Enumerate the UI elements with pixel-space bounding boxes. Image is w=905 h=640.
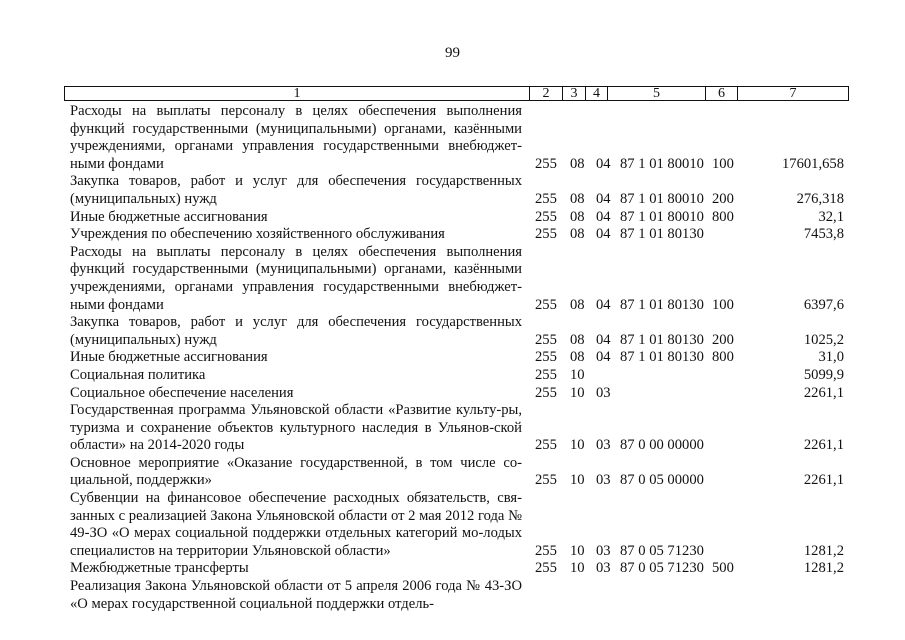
section-code: 10 — [570, 384, 585, 401]
section-code: 10 — [570, 472, 585, 489]
table-row — [70, 578, 850, 613]
amount: 2261,1 — [803, 384, 844, 401]
row-description: Социальная политика — [70, 366, 206, 383]
table-row — [70, 402, 850, 455]
table-row — [70, 455, 850, 490]
row-description: Межбюджетные трансферты — [70, 560, 249, 577]
subsection-code: 04 — [596, 349, 611, 366]
subsection-code: 04 — [596, 296, 611, 313]
table-row — [70, 244, 850, 314]
section-code: 08 — [570, 190, 585, 207]
target-article-code: 87 1 01 80010 — [620, 208, 704, 225]
table-row — [70, 103, 850, 173]
header-col-7: 7 — [789, 86, 797, 101]
row-codes — [70, 472, 850, 490]
subsection-code: 03 — [596, 384, 611, 401]
target-article-code: 87 1 01 80130 — [620, 296, 704, 313]
amount: 1281,2 — [803, 560, 844, 577]
admin-code: 255 — [535, 542, 557, 559]
row-description: Реализация Закона Ульяновской области от 5 апреля 2006 года № 43-ЗО «О мерах государственной социальной поддержки отдель- — [70, 578, 522, 612]
amount: 276,318 — [796, 190, 844, 207]
row-codes — [70, 596, 850, 614]
section-code: 08 — [570, 208, 585, 225]
subsection-code: 04 — [596, 226, 611, 243]
amount: 2261,1 — [803, 437, 844, 454]
admin-code: 255 — [535, 437, 557, 454]
admin-code: 255 — [535, 366, 557, 383]
row-codes — [70, 191, 850, 209]
amount: 6397,6 — [803, 296, 844, 313]
admin-code: 255 — [535, 560, 557, 577]
row-codes — [70, 226, 850, 244]
table-row — [70, 173, 850, 208]
amount: 1025,2 — [803, 331, 844, 348]
subsection-code: 03 — [596, 560, 611, 577]
admin-code: 255 — [535, 155, 557, 172]
header-col-6: 6 — [706, 87, 738, 100]
table-header — [64, 86, 849, 101]
row-codes — [70, 367, 850, 385]
amount: 1281,2 — [803, 542, 844, 559]
table-row — [70, 226, 850, 244]
target-article-code: 87 1 01 80130 — [620, 331, 704, 348]
amount: 7453,8 — [803, 226, 844, 243]
row-description: Закупка товаров, работ и услуг для обеспечения государственных (муниципальных) нужд — [70, 173, 522, 207]
row-description: Государственная программа Ульяновской области «Развитие культу-ры, туризма и сохранение объектов культурного наследия в Ульянов-ской области» на 2014-2020 годы — [70, 402, 522, 454]
target-article-code: 87 0 00 00000 — [620, 437, 704, 454]
row-description: Расходы на выплаты персоналу в целях обеспечения выполнения функций государственными (муниципальными) органами, казёнными учреждениями, органами управления государственными внебюджет-ными фондами — [70, 103, 522, 172]
row-codes — [70, 332, 850, 350]
row-codes — [70, 156, 850, 174]
target-article-code: 87 1 01 80130 — [620, 226, 704, 243]
row-codes — [70, 209, 850, 227]
section-code: 08 — [570, 296, 585, 313]
target-article-code: 87 0 05 71230 — [620, 560, 704, 577]
row-description: Расходы на выплаты персоналу в целях обеспечения выполнения функций государственными (муниципальными) органами, казёнными учреждениями, органами управления государственными внебюджет-ными фондами — [70, 243, 522, 313]
section-code: 10 — [570, 560, 585, 577]
expense-type-code: 500 — [712, 560, 734, 577]
amount: 31,0 — [818, 349, 844, 366]
admin-code: 255 — [535, 472, 557, 489]
subsection-code: 04 — [596, 190, 611, 207]
admin-code: 255 — [535, 384, 557, 401]
expense-type-code: 800 — [712, 349, 734, 366]
amount: 17601,658 — [781, 155, 844, 172]
subsection-code: 04 — [596, 155, 611, 172]
target-article-code: 87 1 01 80130 — [620, 349, 704, 366]
page-number: 99 — [445, 45, 460, 61]
section-code: 08 — [570, 349, 585, 366]
row-description: Иные бюджетные ассигнования — [70, 208, 268, 225]
amount: 32,1 — [818, 208, 844, 225]
table-row — [70, 314, 850, 349]
row-description: Учреждения по обеспечению хозяйственного обслуживания — [70, 226, 445, 243]
subsection-code: 04 — [596, 331, 611, 348]
header-col-1: 1 — [65, 87, 530, 100]
target-article-code: 87 1 01 80010 — [620, 155, 704, 172]
header-col-3: 3 — [563, 87, 586, 100]
section-code: 10 — [570, 542, 585, 559]
target-article-code: 87 1 01 80010 — [620, 190, 704, 207]
expense-type-code: 200 — [712, 331, 734, 348]
row-codes — [70, 385, 850, 403]
section-code: 08 — [570, 331, 585, 348]
amount: 5099,9 — [803, 366, 844, 383]
row-codes — [70, 560, 850, 578]
table-row — [70, 367, 850, 385]
section-code: 08 — [570, 155, 585, 172]
section-code: 08 — [570, 226, 585, 243]
admin-code: 255 — [535, 226, 557, 243]
row-codes — [70, 297, 850, 315]
subsection-code: 03 — [596, 437, 611, 454]
table-row — [70, 560, 850, 578]
table-row — [70, 385, 850, 403]
section-code: 10 — [570, 366, 585, 383]
target-article-code: 87 0 05 71230 — [620, 542, 704, 559]
row-description: Субвенции на финансовое обеспечение расходных обязательств, свя-занных с реализацией Закона Ульяновской области от 2 мая 2012 года № 49-ЗО «О мерах социальной поддержки отдельных категорий мо-лодых специалистов на территории Ульяновской области» — [70, 490, 522, 559]
admin-code: 255 — [535, 349, 557, 366]
expense-type-code: 100 — [712, 155, 734, 172]
amount: 2261,1 — [803, 472, 844, 489]
expense-type-code: 800 — [712, 208, 734, 225]
header-col-5: 5 — [608, 87, 706, 100]
expense-type-code: 100 — [712, 296, 734, 313]
row-description: Социальное обеспечение населения — [70, 384, 294, 401]
row-description: Основное мероприятие «Оказание государственной, в том числе со-циальной, поддержки» — [70, 454, 522, 489]
table-row — [70, 349, 850, 367]
header-col-2: 2 — [530, 87, 563, 100]
row-codes — [70, 543, 850, 561]
table-row — [70, 209, 850, 227]
admin-code: 255 — [535, 331, 557, 348]
subsection-code: 04 — [596, 208, 611, 225]
subsection-code: 03 — [596, 472, 611, 489]
row-description: Иные бюджетные ассигнования — [70, 349, 268, 366]
table-body — [70, 103, 850, 613]
admin-code: 255 — [535, 296, 557, 313]
header-col-4: 4 — [586, 87, 608, 100]
subsection-code: 03 — [596, 542, 611, 559]
row-codes — [70, 437, 850, 455]
target-article-code: 87 0 05 00000 — [620, 472, 704, 489]
row-codes — [70, 349, 850, 367]
section-code: 10 — [570, 437, 585, 454]
table-row — [70, 490, 850, 560]
expense-type-code: 200 — [712, 190, 734, 207]
admin-code: 255 — [535, 190, 557, 207]
row-description: Закупка товаров, работ и услуг для обеспечения государственных (муниципальных) нужд — [70, 314, 522, 348]
admin-code: 255 — [535, 208, 557, 225]
